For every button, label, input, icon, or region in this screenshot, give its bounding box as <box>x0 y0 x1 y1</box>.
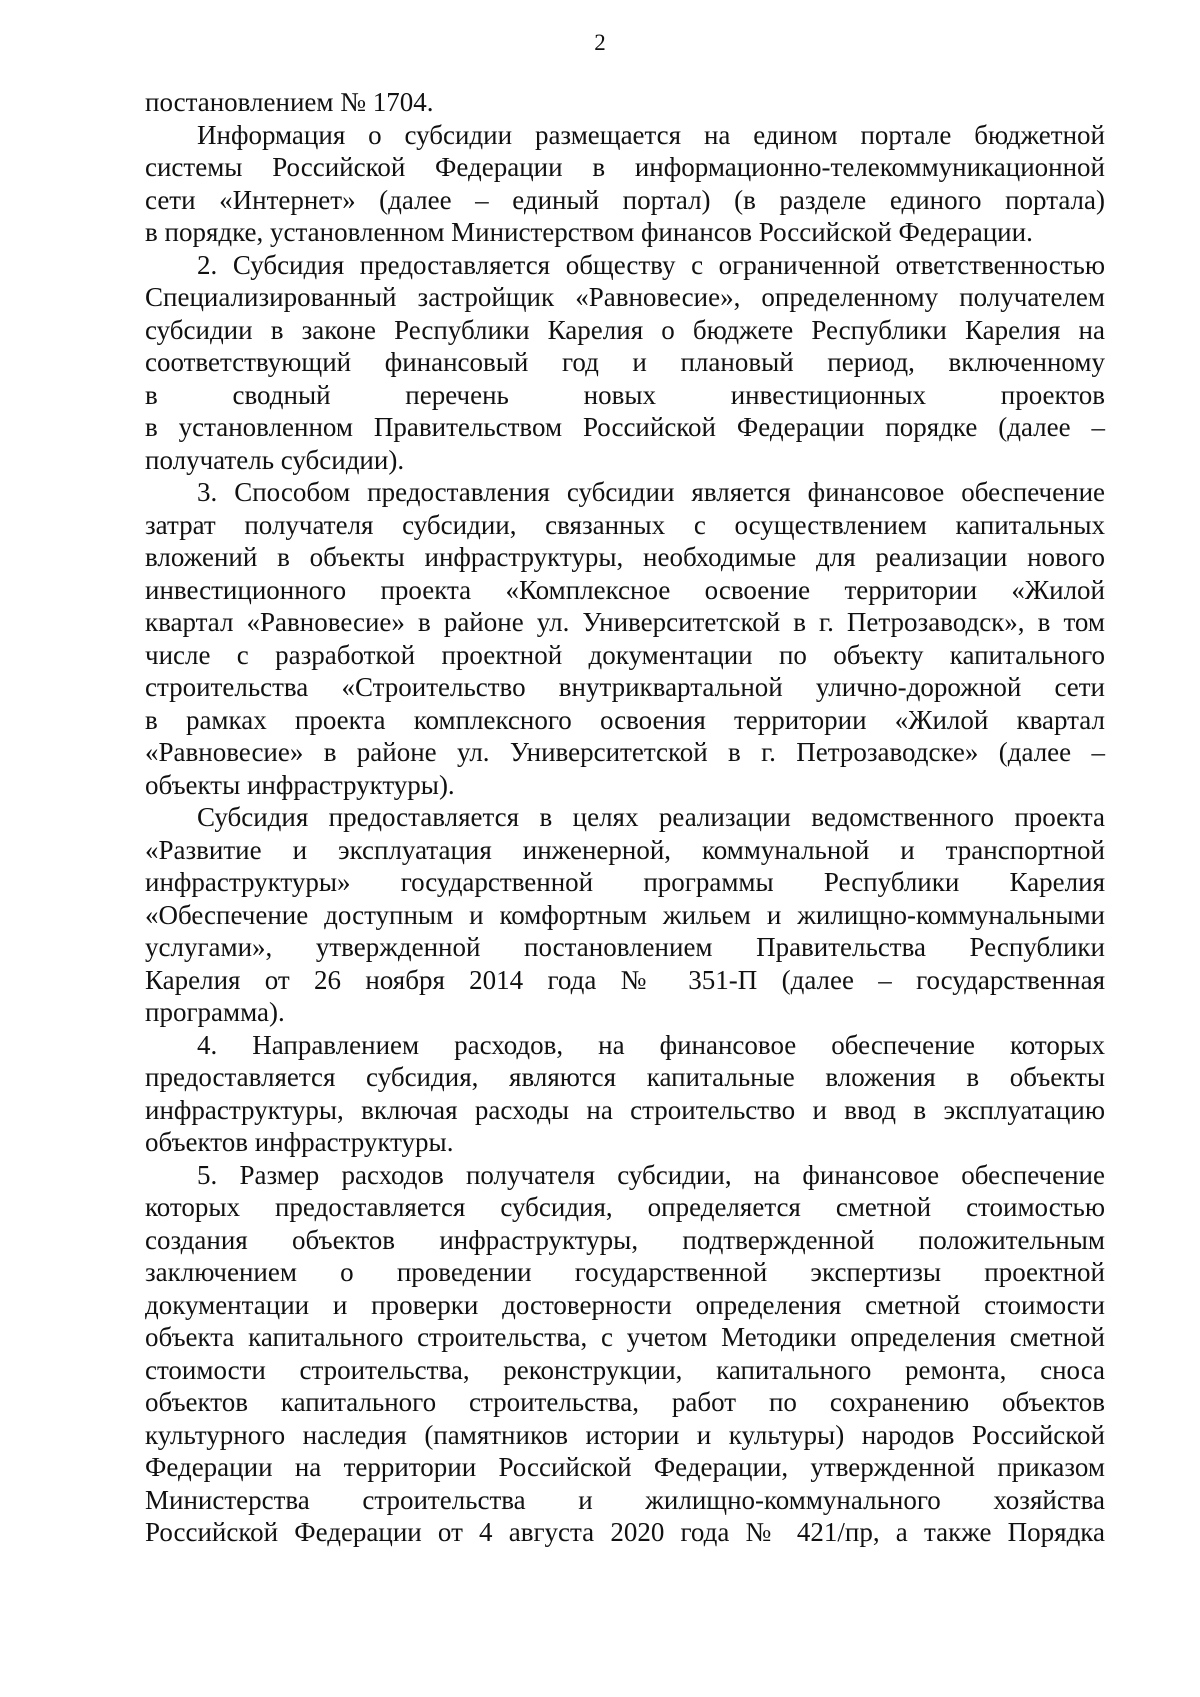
text-line: культурного наследия (памятников истории и культуры) народов Российской <box>145 1419 1105 1450</box>
text-line: строительства «Строительство внутриквартальной улично-дорожной сети <box>145 672 1105 702</box>
text-line: Специализированный застройщик «Равновесие», определенному получателем <box>145 282 1105 312</box>
text-line: соответствующий финансовый год и плановый период, включенному <box>145 347 1105 377</box>
text-line: числе с разработкой проектной документации по объекту капитального <box>145 639 1105 670</box>
text-line: «Развитие и эксплуатация инженерной, коммунальной и транспортной <box>145 834 1105 865</box>
text-line: в рамках проекта комплексного освоения территории «Жилой квартал <box>145 704 1105 735</box>
text-line: «Равновесие» в районе ул. Университетской в г. Петрозаводске» (далее – <box>145 737 1105 767</box>
text-line: «Обеспечение доступным и комфортным жильем и жилищно-коммунальными <box>145 899 1105 930</box>
text-line: заключением о проведении государственной экспертизы проектной <box>145 1257 1105 1287</box>
text-line: Российской Федерации от 4 августа 2020 года № 421/пр, а также Порядка <box>145 1517 1105 1547</box>
text-line: создания объектов инфраструктуры, подтвержденной положительным <box>145 1224 1105 1255</box>
text-line: получатель субсидии). <box>145 444 405 475</box>
text-line: объекты инфраструктуры). <box>145 769 455 800</box>
text-line: системы Российской Федерации в информационно-телекоммуникационной <box>145 152 1105 182</box>
text-line: инвестиционного проекта «Комплексное освоение территории «Жилой <box>145 574 1105 605</box>
document-body <box>145 86 1105 1549</box>
text-line: вложений в объекты инфраструктуры, необходимые для реализации нового <box>145 542 1105 572</box>
text-line: инфраструктуры» государственной программы Республики Карелия <box>145 867 1105 897</box>
text-line: которых предоставляется субсидия, определяется сметной стоимостью <box>145 1192 1105 1222</box>
text-line: 4. Направлением расходов, на финансовое обеспечение которых <box>197 1029 1105 1060</box>
text-line: Карелия от 26 ноября 2014 года № 351-П (далее – государственная <box>145 964 1105 995</box>
text-line: в порядке, установленном Министерством финансов Российской Федерации. <box>145 217 1033 247</box>
text-line: Субсидия предоставляется в целях реализации ведомственного проекта <box>197 802 1105 832</box>
text-line: предоставляется субсидия, являются капитальные вложения в объекты <box>145 1062 1105 1092</box>
text-line: затрат получателя субсидии, связанных с осуществлением капитальных <box>145 509 1105 540</box>
text-line: Информация о субсидии размещается на едином портале бюджетной <box>197 119 1105 150</box>
page-number: 2 <box>594 30 606 55</box>
text-line: объектов капитального строительства, работ по сохранению объектов <box>145 1387 1105 1417</box>
text-line: объекта капитального строительства, с учетом Методики определения сметной <box>145 1322 1105 1352</box>
text-line: 3. Способом предоставления субсидии является финансовое обеспечение <box>197 477 1105 507</box>
text-line: Министерства строительства и жилищно-коммунального хозяйства <box>145 1484 1105 1515</box>
text-line: документации и проверки достоверности определения сметной стоимости <box>145 1289 1105 1320</box>
text-line: услугами», утвержденной постановлением Правительства Республики <box>145 932 1105 962</box>
text-line: Федерации на территории Российской Федерации, утвержденной приказом <box>145 1452 1105 1482</box>
text-line: объектов инфраструктуры. <box>145 1127 454 1157</box>
text-line: стоимости строительства, реконструкции, капитального ремонта, сноса <box>145 1354 1105 1385</box>
text-line: 5. Размер расходов получателя субсидии, на финансовое обеспечение <box>197 1159 1105 1190</box>
text-line: в установленном Правительством Российской Федерации порядке (далее – <box>145 412 1105 442</box>
text-line: в сводный перечень новых инвестиционных проектов <box>145 379 1105 410</box>
text-line: субсидии в законе Республики Карелия о бюджете Республики Карелия на <box>145 314 1105 345</box>
text-line: квартал «Равновесие» в районе ул. Университетской в г. Петрозаводск», в том <box>145 607 1105 637</box>
text-line: сети «Интернет» (далее – единый портал) (в разделе единого портала) <box>145 184 1105 215</box>
text-line: инфраструктуры, включая расходы на строительство и ввод в эксплуатацию <box>145 1094 1105 1125</box>
text-line: 2. Субсидия предоставляется обществу с ограниченной ответственностью <box>197 249 1105 280</box>
text-line: постановлением № 1704. <box>145 87 434 117</box>
text-line: программа). <box>145 997 285 1027</box>
